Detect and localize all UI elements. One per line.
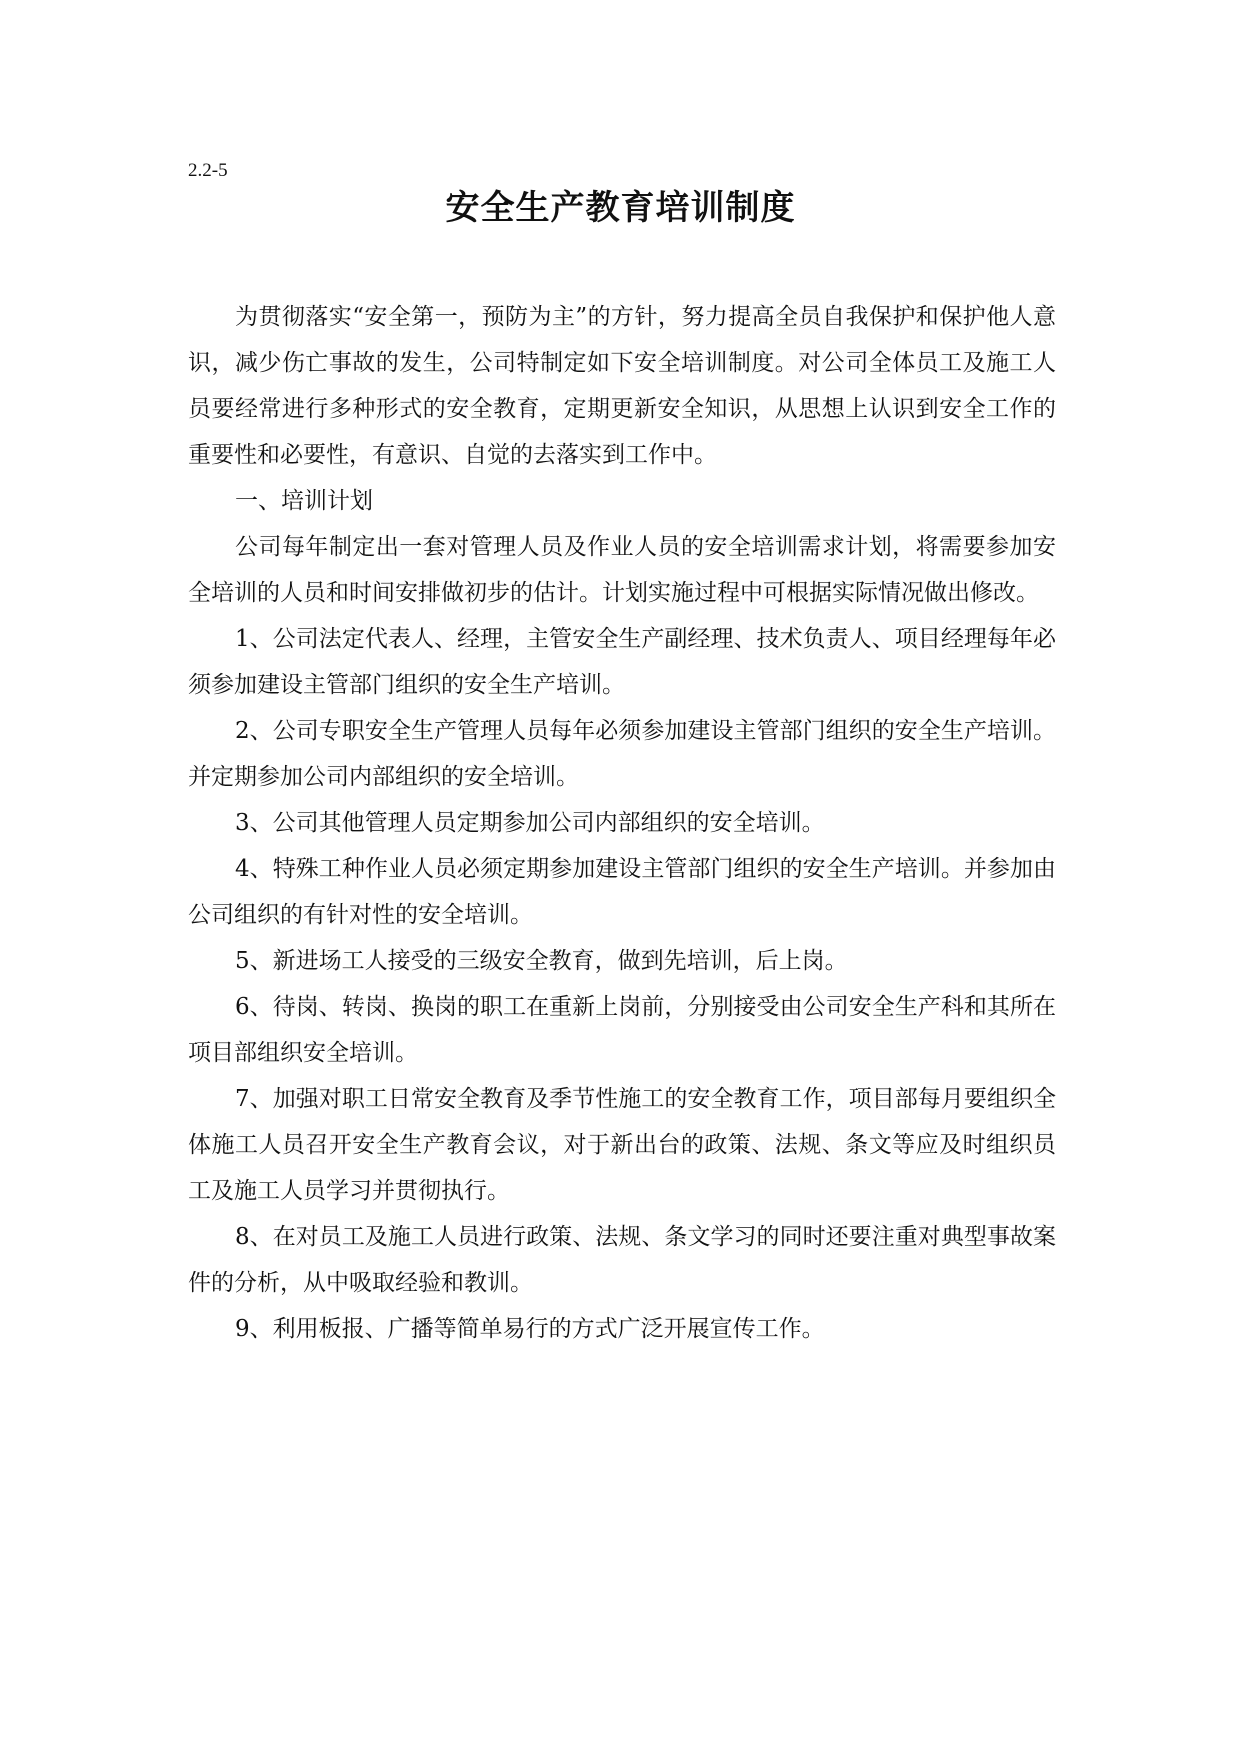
- list-item: 6、待岗、转岗、换岗的职工在重新上岗前，分别接受由公司安全生产科和其所在项目部组织安全培训。: [188, 994, 1056, 1066]
- section-heading: 一、培训计划: [235, 488, 373, 514]
- list-item: 4、特殊工种作业人员必须定期参加建设主管部门组织的安全生产培训。并参加由公司组织的有针对性的安全培训。: [188, 856, 1056, 928]
- intro-paragraph: 为贯彻落实“安全第一，预防为主”的方针，努力提高全员自我保护和保护他人意识，减少伤亡事故的发生，公司特制定如下安全培训制度。对公司全体员工及施工人员要经常进行多种形式的安全教育，定期更新安全知识，从思想上认识到安全工作的重要性和必要性，有意识、自觉的去落实到工作中。: [188, 304, 1056, 468]
- list-item: 1、公司法定代表人、经理，主管安全生产副经理、技术负责人、项目经理每年必须参加建设主管部门组织的安全生产培训。: [188, 626, 1056, 698]
- list-item: 5、新进场工人接受的三级安全教育，做到先培训，后上岗。: [235, 948, 848, 974]
- list-item: 9、利用板报、广播等简单易行的方式广泛开展宣传工作。: [235, 1316, 825, 1342]
- document-number: 2.2-5: [188, 160, 228, 181]
- document-body: [188, 294, 1056, 1352]
- list-item: 2、公司专职安全生产管理人员每年必须参加建设主管部门组织的安全生产培训。并定期参加公司内部组织的安全培训。: [188, 718, 1056, 790]
- list-item: 3、公司其他管理人员定期参加公司内部组织的安全培训。: [235, 810, 825, 836]
- document-title: 安全生产教育培训制度: [445, 188, 796, 228]
- list-item: 8、在对员工及施工人员进行政策、法规、条文学习的同时还要注重对典型事故案件的分析，从中吸取经验和教训。: [188, 1224, 1056, 1296]
- plan-paragraph: 公司每年制定出一套对管理人员及作业人员的安全培训需求计划，将需要参加安全培训的人员和时间安排做初步的估计。计划实施过程中可根据实际情况做出修改。: [188, 534, 1056, 606]
- list-item: 7、加强对职工日常安全教育及季节性施工的安全教育工作，项目部每月要组织全体施工人员召开安全生产教育会议，对于新出台的政策、法规、条文等应及时组织员工及施工人员学习并贯彻执行。: [188, 1086, 1056, 1204]
